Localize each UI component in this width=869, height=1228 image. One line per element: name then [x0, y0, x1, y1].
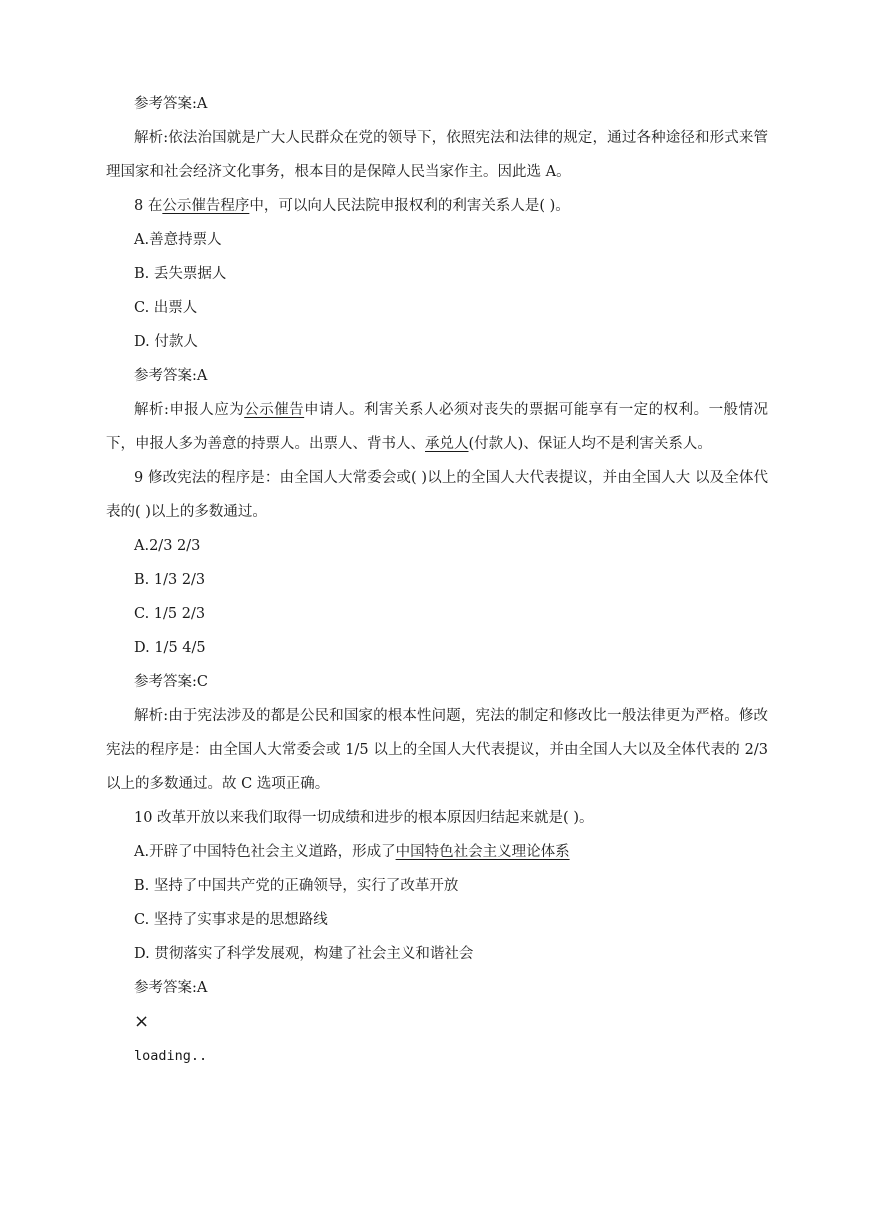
q8-option-a: A.善意持票人	[134, 232, 222, 248]
q8-exp-mid: 申请人。利害关系人必须对丧失的票据可能享有一定的权利。一般情况下，申报人多为善意的持票人。出票人、背书人、	[106, 402, 769, 452]
question-10: 10 改革开放以来我们取得一切成绩和进步的根本原因归结起来就是( )。	[134, 810, 594, 826]
q8-exp-pre: 解析:申报人应为	[134, 402, 245, 418]
q8-option-b: B. 丢失票据人	[134, 266, 227, 282]
q10a-text-pre: A.开辟了中国特色社会主义道路，形成了	[134, 844, 396, 860]
q10-option-b: B. 坚持了中国共产党的正确领导，实行了改革开放	[134, 878, 459, 894]
answer-line-prev: 参考答案:A	[134, 96, 208, 112]
q9-option-a: A.2/3 2/3	[134, 538, 201, 554]
close-button[interactable]	[106, 1005, 768, 1039]
q8-exp-post: (付款人)、保证人均不是利害关系人。	[468, 436, 712, 452]
q9-answer: 参考答案:C	[134, 674, 208, 690]
question-9: 9 修改宪法的程序是：由全国人大常委会或( )以上的全国人大代表提议，并由全国人大 以及全体代表的( )以上的多数通过。	[106, 470, 768, 520]
loading-text: loading..	[134, 1048, 208, 1064]
q9-explanation: 解析:由于宪法涉及的都是公民和国家的根本性问题，宪法的制定和修改比一般法律更为严格。修改宪法的程序是：由全国人大常委会或 1/5 以上的全国人大代表提议，并由全国人大以及全体代表的 2/3 以上的多数通过。故 C 选项正确。	[106, 708, 768, 792]
explanation-prev: 解析:依法治国就是广大人民群众在党的领导下，依照宪法和法律的规定，通过各种途径和形式来管理国家和社会经济文化事务，根本目的是保障人民当家作主。因此选 A。	[106, 130, 768, 180]
q10-option-d: D. 贯彻落实了科学发展观，构建了社会主义和谐社会	[134, 946, 474, 962]
q10a-link-theory[interactable]: 中国特色社会主义理论体系	[395, 844, 570, 860]
close-icon[interactable]: ×	[134, 1011, 150, 1032]
q8-exp-link-acceptor[interactable]: 承兑人	[425, 436, 469, 452]
q8-exp-link-notice[interactable]: 公示催告	[244, 402, 305, 418]
q9-option-d: D. 1/5 4/5	[134, 640, 206, 656]
q8-option-d: D. 付款人	[134, 334, 198, 350]
q9-option-c: C. 1/5 2/3	[134, 606, 206, 622]
q8-answer: 参考答案:A	[134, 368, 208, 384]
q8-text-pre: 8 在	[134, 198, 163, 214]
q8-text-post: 中，可以向人民法院申报权利的利害关系人是( )。	[249, 198, 570, 214]
q10-option-a	[106, 835, 768, 869]
q8-link-procedure[interactable]: 公示催告程序	[162, 198, 250, 214]
question-8	[106, 189, 768, 223]
q10-option-c: C. 坚持了实事求是的思想路线	[134, 912, 328, 928]
q9-option-b: B. 1/3 2/3	[134, 572, 206, 588]
q8-explanation	[106, 393, 768, 461]
q10-answer: 参考答案:A	[134, 980, 208, 996]
q8-option-c: C. 出票人	[134, 300, 198, 316]
document-page	[106, 87, 768, 1073]
